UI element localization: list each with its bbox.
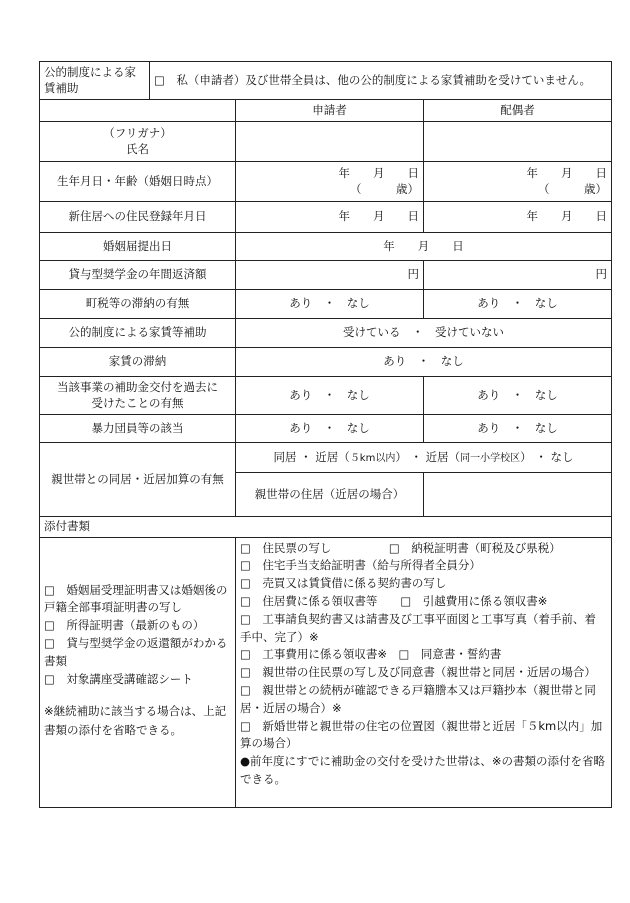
attachment-left-item[interactable]: □ 婚姻届受理証明書又は婚姻後の戸籍全部事項証明書の写し: [44, 582, 228, 615]
spouse-gang-choice[interactable]: あり ・ なし: [424, 415, 612, 443]
public-system-checkbox-statement[interactable]: □ 私（申請者）及び世帯全員は、他の公的制度による家賃補助を受けていません。: [150, 62, 612, 100]
spouse-name-field[interactable]: [424, 122, 612, 162]
spouse-past-grant-choice[interactable]: あり ・ なし: [424, 377, 612, 415]
marriage-label: 婚姻届提出日: [40, 233, 236, 261]
attachment-left-item[interactable]: □ 所得証明書（最新のもの）: [44, 618, 205, 633]
tax-label: 町税等の滞納の有無: [40, 290, 236, 319]
applicant-resident-date[interactable]: 年 月 日: [236, 202, 424, 233]
attachment-right-item[interactable]: □ 住民票の写し □ 納税証明書（町税及び県税）: [240, 540, 561, 555]
parent-label: 親世帯との同居・近居加算の有無: [40, 443, 236, 517]
past-grant-label-line1: 当該事業の補助金交付を過去に: [57, 379, 218, 394]
applicant-birth-field[interactable]: [236, 162, 424, 202]
header-applicant: 申請者: [236, 100, 424, 122]
attachment-right-item[interactable]: □ 売買又は賃貸借に係る契約書の写し: [240, 576, 447, 591]
attachment-left-item[interactable]: □ 対象講座受講確認シート: [44, 671, 193, 686]
applicant-past-grant-choice[interactable]: あり ・ なし: [236, 377, 424, 415]
header-spouse: 配偶者: [424, 100, 612, 122]
rent-arrears-choice[interactable]: あり ・ なし: [236, 348, 612, 377]
spouse-birth-field[interactable]: [424, 162, 612, 202]
attachment-right-item[interactable]: □ 工事請負契約書又は請書及び工事平面図と工事写真（着手前、着手中、完了）※: [240, 611, 596, 644]
parent-address-field[interactable]: [424, 473, 612, 517]
spouse-scholarship-amount[interactable]: 円: [424, 261, 612, 290]
attachments-title: 添付書類: [40, 517, 612, 538]
past-grant-label-line2: 受けたことの有無: [91, 395, 184, 410]
attachments-right: [236, 537, 612, 807]
resident-label: 新住居への住民登録年月日: [40, 202, 236, 233]
public-aid-label: 公的制度による家賃等補助: [40, 319, 236, 348]
parent-choice[interactable]: [236, 443, 612, 473]
attachment-right-item[interactable]: □ 工事費用に係る領収書※ □ 同意書・誓約書: [240, 647, 502, 662]
marriage-date[interactable]: 年 月 日: [236, 233, 612, 261]
attachment-right-item[interactable]: □ 親世帯の住民票の写し及び同意書（親世帯と同居・近居の場合）: [240, 665, 596, 680]
attachment-left-note: ※継続補助に該当する場合は、上記書類の添付を省略できる。: [44, 704, 227, 737]
public-system-label: 公的制度による家賃補助: [40, 62, 150, 100]
rent-arrears-label: 家賃の滞納: [40, 348, 236, 377]
applicant-gang-choice[interactable]: あり ・ なし: [236, 415, 424, 443]
applicant-birth-date: 年 月 日: [338, 165, 419, 180]
parent-choice-opt1: 同居 ・ 近居（: [273, 449, 350, 464]
parent-choice-opt2: ） ・ 近居（: [395, 449, 461, 464]
scholarship-label: 貸与型奨学金の年間返済額: [40, 261, 236, 290]
parent-address-label: 親世帯の住居（近居の場合）: [236, 473, 424, 517]
parent-choice-opt2-small: 同一小学校区: [460, 452, 521, 464]
application-form-table: [39, 61, 612, 808]
name-label-text: 氏名: [126, 141, 149, 156]
attachment-left-item[interactable]: □ 貸与型奨学金の返還額がわかる書類: [44, 635, 228, 668]
name-label: [40, 122, 236, 162]
spouse-age: （ 歳）: [538, 181, 607, 196]
attachment-right-item[interactable]: □ 親世帯との続柄が確認できる戸籍謄本又は戸籍抄本（親世帯と同居・近居の場合）※: [240, 683, 596, 715]
attachments-left: [40, 537, 236, 807]
furigana-label: （フリガナ）: [103, 125, 172, 140]
applicant-name-field[interactable]: [236, 122, 424, 162]
applicant-scholarship-amount[interactable]: 円: [236, 261, 424, 290]
spouse-tax-choice[interactable]: あり ・ なし: [424, 290, 612, 319]
applicant-age: （ 歳）: [350, 181, 419, 196]
birth-label: 生年月日・年齢（婚姻日時点）: [40, 162, 236, 202]
attachment-right-item[interactable]: □ 新婚世帯と親世帯の住宅の位置図（親世帯と近居「５km以内」加算の場合）: [240, 718, 603, 751]
applicant-tax-choice[interactable]: あり ・ なし: [236, 290, 424, 319]
attachment-right-item[interactable]: □ 住宅手当支給証明書（給与所得者全員分）: [240, 558, 481, 573]
attachment-right-item[interactable]: □ 住居費に係る領収書等 □ 引越費用に係る領収書※: [240, 593, 548, 608]
spouse-resident-date[interactable]: 年 月 日: [424, 202, 612, 233]
gang-label: 暴力団員等の該当: [40, 415, 236, 443]
past-grant-label: [40, 377, 236, 415]
parent-choice-opt1-small: ５km以内: [349, 452, 396, 464]
parent-choice-opt3: ） ・ なし: [520, 449, 574, 464]
attachment-right-note: ●前年度にすでに補助金の交付を受けた世帯は、※の書類の添付を省略できる。: [240, 754, 606, 787]
header-blank: [40, 100, 236, 122]
public-aid-choice[interactable]: 受けている ・ 受けていない: [236, 319, 612, 348]
spouse-birth-date: 年 月 日: [526, 165, 607, 180]
